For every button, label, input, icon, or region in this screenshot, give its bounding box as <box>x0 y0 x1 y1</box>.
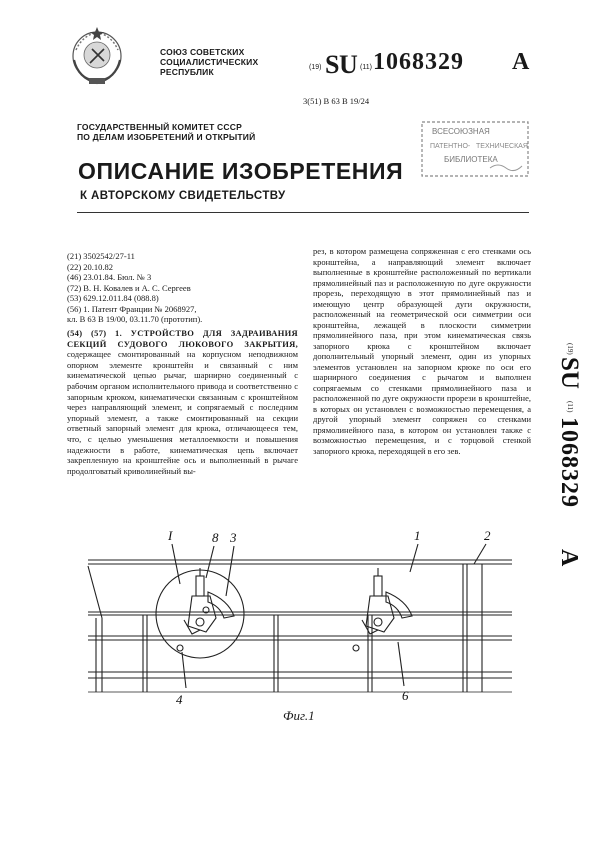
figure-label: 2 <box>484 528 491 543</box>
union-name <box>160 47 258 77</box>
bibliographic-data <box>67 251 302 325</box>
svg-text:ПАТЕНТНО-: ПАТЕНТНО- <box>430 143 471 150</box>
svg-text:БИБЛИОТЕКА: БИБЛИОТЕКА <box>444 155 498 164</box>
state-emblem <box>68 26 126 88</box>
code-11: (11) <box>360 64 372 71</box>
figure-label: 3 <box>230 530 237 545</box>
svg-text:ТЕХНИЧЕСКАЯ: ТЕХНИЧЕСКАЯ <box>476 143 528 150</box>
divider <box>77 212 529 213</box>
patent-number: 1068329 <box>373 49 464 75</box>
claim-body: содержащее смонтированный на корпусном неподвижном опорном элементе кронштейн и связанный с ним кинематической цепью рычаг, шарнирно соединенный с рабочим органом исполнительного привода и соответственно с запорным крюком, кинематически связанным с кронштейном через направляющий элемент, и сопрягаемый с последним упорный элемент, а также смонтированный на секции ответный запорный элемент для крюка, отличающееся тем, что, с целью уменьшения металлоемкости и повышения надежности в работе, кинематическая цепь включает закрепленную на кронштейне ось и выполненный в рычаге продолговатый криволинейный вы- <box>67 349 298 476</box>
country-code: SU <box>325 50 358 79</box>
patent-suffix: A <box>512 49 530 75</box>
figure-caption: Фиг.1 <box>283 708 315 723</box>
figure-label: 8 <box>212 530 219 545</box>
committee-name <box>77 122 255 142</box>
document-subtitle: К АВТОРСКОМУ СВИДЕТЕЛЬСТВУ <box>80 190 286 202</box>
union-line: РЕСПУБЛИК <box>160 67 214 77</box>
claim-heading: (54) (57) 1. УСТРОЙСТВО ДЛЯ ЗАДРАИВАНИЯ СЕКЦИЙ СУДОВОГО ЛЮКОВОГО ЗАКРЫТИЯ, <box>67 328 298 349</box>
margin-number: 1068329 <box>556 417 582 508</box>
code-19: (19) <box>309 64 322 71</box>
library-stamp <box>420 118 532 180</box>
figure-label: I <box>168 528 173 543</box>
technical-drawing <box>88 522 512 732</box>
union-line: СОЮЗ СОВЕТСКИХ <box>160 47 245 57</box>
margin-code-11: (11) <box>566 401 574 413</box>
union-line: СОЦИАЛИСТИЧЕСКИХ <box>160 57 259 67</box>
claim-continuation: рез, в котором размещена сопряженная с его стенками ось кронштейна, а направляющий элемент включает выполненные в кронштейне расположенный по вертикали прямолинейный паз и расположенную по дуге окружности прорезь, переходящую в этот прямолинейный паз и имеющую центр образующей дуги окружности, расположенный на геометрической оси симметрии оси кронштейна, лежащей в плоскости симметрии прямолинейного паза, при этом кинематическая связь запорного крюка с кронштейном включает дополнительный упорный элемент, один из упорных элементов установлен на запорном крюке по оси его шарнирного соединения с рычагом и выполнен сопрягаемым со стенками прямолинейного паза и расположенной по дуге окружности прорези в кронштейне, в которых он установлен с возможностью перемещения, а другой упорный элемент сопряжен со стенками прямолинейного паза, в котором он установлен также с возможностью перемещения, и с торцовой стенкой запорного крюка, переходящей в его зев. <box>313 246 531 456</box>
figure-label: 6 <box>402 688 409 703</box>
figure-label: 1 <box>414 528 421 543</box>
biblio-line: (46) 23.01.84. Бюл. № 3 <box>67 272 152 282</box>
svg-text:ВСЕСОЮЗНАЯ: ВСЕСОЮЗНАЯ <box>432 127 490 136</box>
ipc-classification: 3(51) В 63 В 19/24 <box>303 96 370 106</box>
margin-suffix: A <box>556 549 582 567</box>
figure-label: 4 <box>176 692 183 707</box>
biblio-line: (56) 1. Патент Франции № 2068927, <box>67 303 197 314</box>
claim-text <box>67 328 298 476</box>
margin-patent-number <box>538 343 583 668</box>
committee-line: ПО ДЕЛАМ ИЗОБРЕТЕНИЙ И ОТКРЫТИЙ <box>77 132 256 142</box>
biblio-line: кл. В 63 В 19/00, 03.11.70 (прототип). <box>67 314 203 324</box>
biblio-line: (21) 3502542/27-11 <box>67 251 135 261</box>
biblio-line: (22) 20.10.82 <box>67 261 114 272</box>
document-title: ОПИСАНИЕ ИЗОБРЕТЕНИЯ <box>78 158 404 184</box>
committee-line: ГОСУДАРСТВЕННЫЙ КОМИТЕТ СССР <box>77 122 242 132</box>
margin-country: SU <box>556 357 583 389</box>
biblio-line: (53) 629.12.011.84 (088.8) <box>67 293 159 303</box>
biblio-line: (72) В. Н. Ковалев и А. С. Сергеев <box>67 282 191 293</box>
margin-code-19: (19) <box>566 343 574 355</box>
